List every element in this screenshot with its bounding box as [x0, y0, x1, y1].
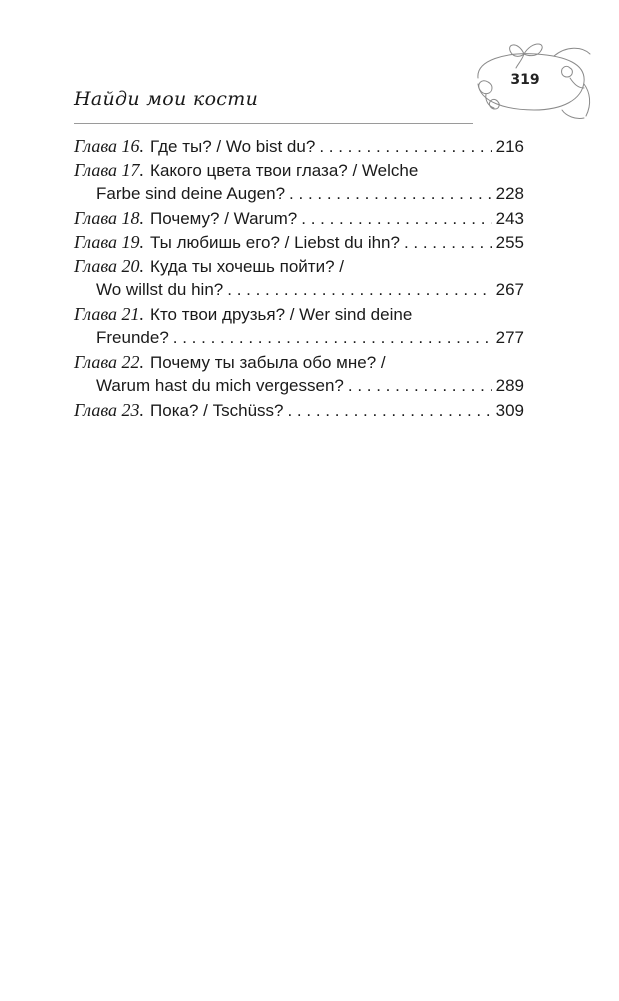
- chapter-title: Ты любишь его? / Liebst du ihn?: [150, 233, 400, 252]
- page-number: 319: [510, 72, 540, 88]
- chapter-title-continued: Warum hast du mich vergessen?: [96, 376, 344, 395]
- chapter-title: Пока? / Tschüss?: [150, 401, 284, 420]
- chapter-page-number: 289: [495, 376, 524, 395]
- chapter-label: Глава 19.: [74, 232, 145, 252]
- toc-entry[interactable]: [74, 134, 524, 158]
- leader-dots: [348, 374, 492, 398]
- chapter-label: Глава 23.: [74, 400, 145, 420]
- toc-entry[interactable]: [74, 254, 524, 302]
- leader-dots: [227, 278, 491, 302]
- leader-dots: [301, 207, 491, 231]
- toc-entry[interactable]: [74, 398, 524, 422]
- chapter-title: Почему? / Warum?: [150, 209, 298, 228]
- chapter-title: Где ты? / Wo bist du?: [150, 137, 316, 156]
- chapter-page-number: 267: [495, 280, 524, 299]
- chapter-label: Глава 16.: [74, 136, 145, 156]
- chapter-title: Куда ты хочешь пойти? /: [150, 257, 344, 276]
- chapter-page-number: 216: [495, 137, 524, 156]
- header-rule: [74, 123, 473, 124]
- table-of-contents: [74, 134, 524, 422]
- toc-entry[interactable]: [74, 350, 524, 398]
- toc-entry[interactable]: [74, 230, 524, 254]
- chapter-page-number: 243: [495, 209, 524, 228]
- leader-dots: [173, 326, 492, 350]
- chapter-title: Какого цвета твои глаза? / Welche: [150, 161, 419, 180]
- chapter-label: Глава 21.: [74, 304, 145, 324]
- chapter-label: Глава 22.: [74, 352, 145, 372]
- toc-entry[interactable]: [74, 206, 524, 230]
- chapter-title-continued: Freunde?: [96, 328, 169, 347]
- toc-entry[interactable]: [74, 158, 524, 206]
- chapter-label: Глава 20.: [74, 256, 145, 276]
- chapter-label: Глава 18.: [74, 208, 145, 228]
- chapter-title: Почему ты забыла обо мне? /: [150, 353, 386, 372]
- chapter-page-number: 228: [495, 184, 524, 203]
- leader-dots: [287, 399, 491, 423]
- chapter-title-continued: Wo willst du hin?: [96, 280, 224, 299]
- chapter-label: Глава 17.: [74, 160, 145, 180]
- chapter-title: Кто твои друзья? / Wer sind deine: [150, 305, 413, 324]
- leader-dots: [404, 231, 492, 255]
- leader-dots: [289, 182, 492, 206]
- leader-dots: [319, 135, 491, 159]
- chapter-title-continued: Farbe sind deine Augen?: [96, 184, 286, 203]
- chapter-page-number: 277: [495, 328, 524, 347]
- chapter-page-number: 309: [495, 401, 524, 420]
- chapter-page-number: 255: [495, 233, 524, 252]
- toc-entry[interactable]: [74, 302, 524, 350]
- running-title: Найди мои кости: [74, 88, 259, 110]
